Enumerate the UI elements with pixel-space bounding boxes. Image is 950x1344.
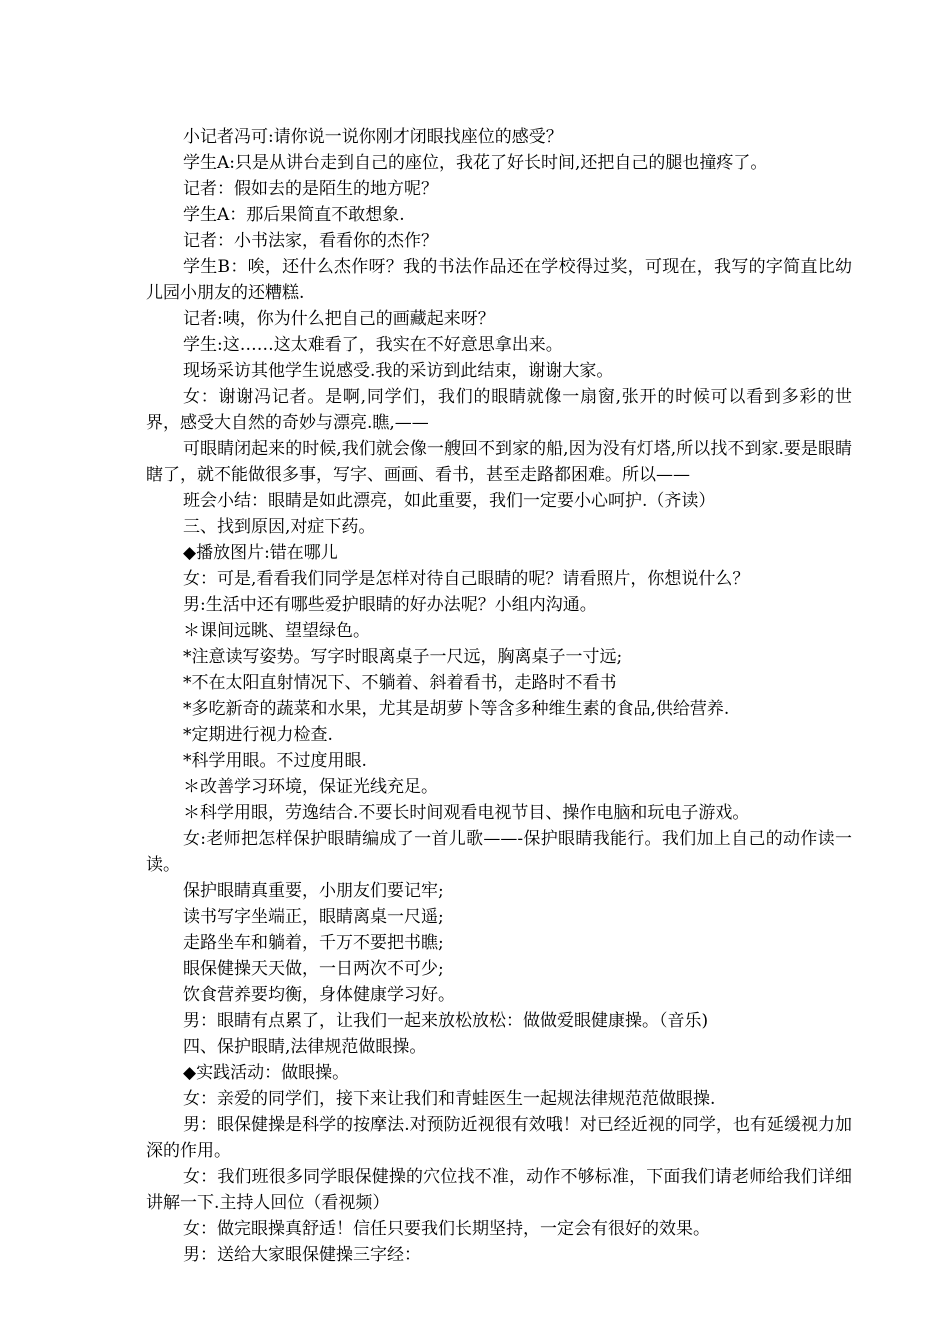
section-heading: 三、找到原因,对症下药。 <box>183 517 376 537</box>
paragraph: 男：送给大家眼保健操三字经： <box>183 1245 421 1265</box>
paragraph: 女：我们班很多同学眼保健操的穴位找不准，动作不够标准，下面我们请老师给我们详细讲解一下.主持人回位（看视频） <box>146 1167 852 1213</box>
paragraph: 现场采访其他学生说感受.我的采访到此结束，谢谢大家。 <box>183 361 614 381</box>
paragraph: 男：眼睛有点累了，让我们一起来放松放松：做做爱眼健康操。（音乐) <box>183 1011 709 1031</box>
list-item: *定期进行视力检查. <box>183 725 333 745</box>
paragraph: 学生B：唉，还什么杰作呀？我的书法作品还在学校得过奖，可现在，我写的字简直比幼儿园小朋友的还糟糕. <box>146 257 852 303</box>
paragraph: 学生:这……这太难看了，我实在不好意思拿出来。 <box>183 335 563 355</box>
list-item: *不在太阳直射情况下、不躺着、斜着看书，走路时不看书 <box>183 673 617 693</box>
paragraph: 女：做完眼操真舒适！信任只要我们长期坚持，一定会有很好的效果。 <box>183 1219 710 1239</box>
list-item: *注意读写姿势。写字时眼离桌子一尺远，胸离桌子一寸远; <box>183 647 623 667</box>
paragraph: 小记者冯可:请你说一说你刚才闭眼找座位的感受？ <box>183 127 563 147</box>
poem-line: 保护眼睛真重要，小朋友们要记牢; <box>183 881 444 901</box>
paragraph: 学生A:只是从讲台走到自己的座位，我花了好长时间,还把自己的腿也撞疼了。 <box>183 153 768 173</box>
list-item: *多吃新奇的蔬菜和水果，尤其是胡萝卜等含多种维生素的食品,供给营养. <box>183 699 730 719</box>
poem-line: 饮食营养要均衡，身体健康学习好。 <box>183 985 455 1005</box>
section-heading: 四、保护眼睛,法律规范做眼操。 <box>183 1037 427 1057</box>
paragraph: 记者：假如去的是陌生的地方呢？ <box>183 179 438 199</box>
paragraph: ◆播放图片:错在哪儿 <box>183 543 338 563</box>
poem-line: 读书写字坐端正，眼睛离桌一尺遥; <box>183 907 444 927</box>
poem-line: 走路坐车和躺着，千万不要把书瞧; <box>183 933 444 953</box>
document-body <box>146 124 852 1268</box>
paragraph: 记者：小书法家，看看你的杰作？ <box>183 231 438 251</box>
paragraph: 记者:咦，你为什么把自己的画藏起来呀？ <box>183 309 495 329</box>
paragraph: 班会小结：眼睛是如此漂亮，如此重要，我们一定要小心呵护.（齐读） <box>183 491 716 511</box>
paragraph: 女：可是,看看我们同学是怎样对待自己眼睛的呢？请看照片，你想说什么？ <box>183 569 750 589</box>
paragraph: 女：亲爱的同学们，接下来让我们和青蛙医生一起规法律规范范做眼操. <box>183 1089 716 1109</box>
paragraph: ◆实践活动：做眼操。 <box>183 1063 350 1083</box>
list-item: *科学用眼。不过度用眼. <box>183 751 367 771</box>
paragraph: 可眼睛闭起来的时候,我们就会像一艘回不到家的船,因为没有灯塔,所以找不到家.要是眼睛瞎了，就不能做很多事，写字、画画、看书，甚至走路都困难。所以—— <box>146 439 852 485</box>
list-item: ＊改善学习环境，保证光线充足。 <box>183 777 438 797</box>
paragraph: 学生A：那后果简直不敢想象. <box>183 205 405 225</box>
paragraph: 女:老师把怎样保护眼睛编成了一首儿歌——-保护眼睛我能行。我们加上自己的动作读一读。 <box>146 829 852 875</box>
paragraph: 女：谢谢冯记者。是啊,同学们，我们的眼睛就像一扇窗,张开的时候可以看到多彩的世界，感受大自然的奇妙与漂亮.瞧,—— <box>146 387 852 433</box>
paragraph: 男：眼保健操是科学的按摩法.对预防近视很有效哦！对已经近视的同学，也有延缓视力加深的作用。 <box>146 1115 852 1161</box>
poem-line: 眼保健操天天做，一日两次不可少; <box>183 959 444 979</box>
paragraph: 男:生活中还有哪些爱护眼睛的好办法呢？小组内沟通。 <box>183 595 597 615</box>
list-item: ＊科学用眼，劳逸结合.不要长时间观看电视节目、操作电脑和玩电子游戏。 <box>183 803 750 823</box>
list-item: ＊课间远眺、望望绿色。 <box>183 621 370 641</box>
